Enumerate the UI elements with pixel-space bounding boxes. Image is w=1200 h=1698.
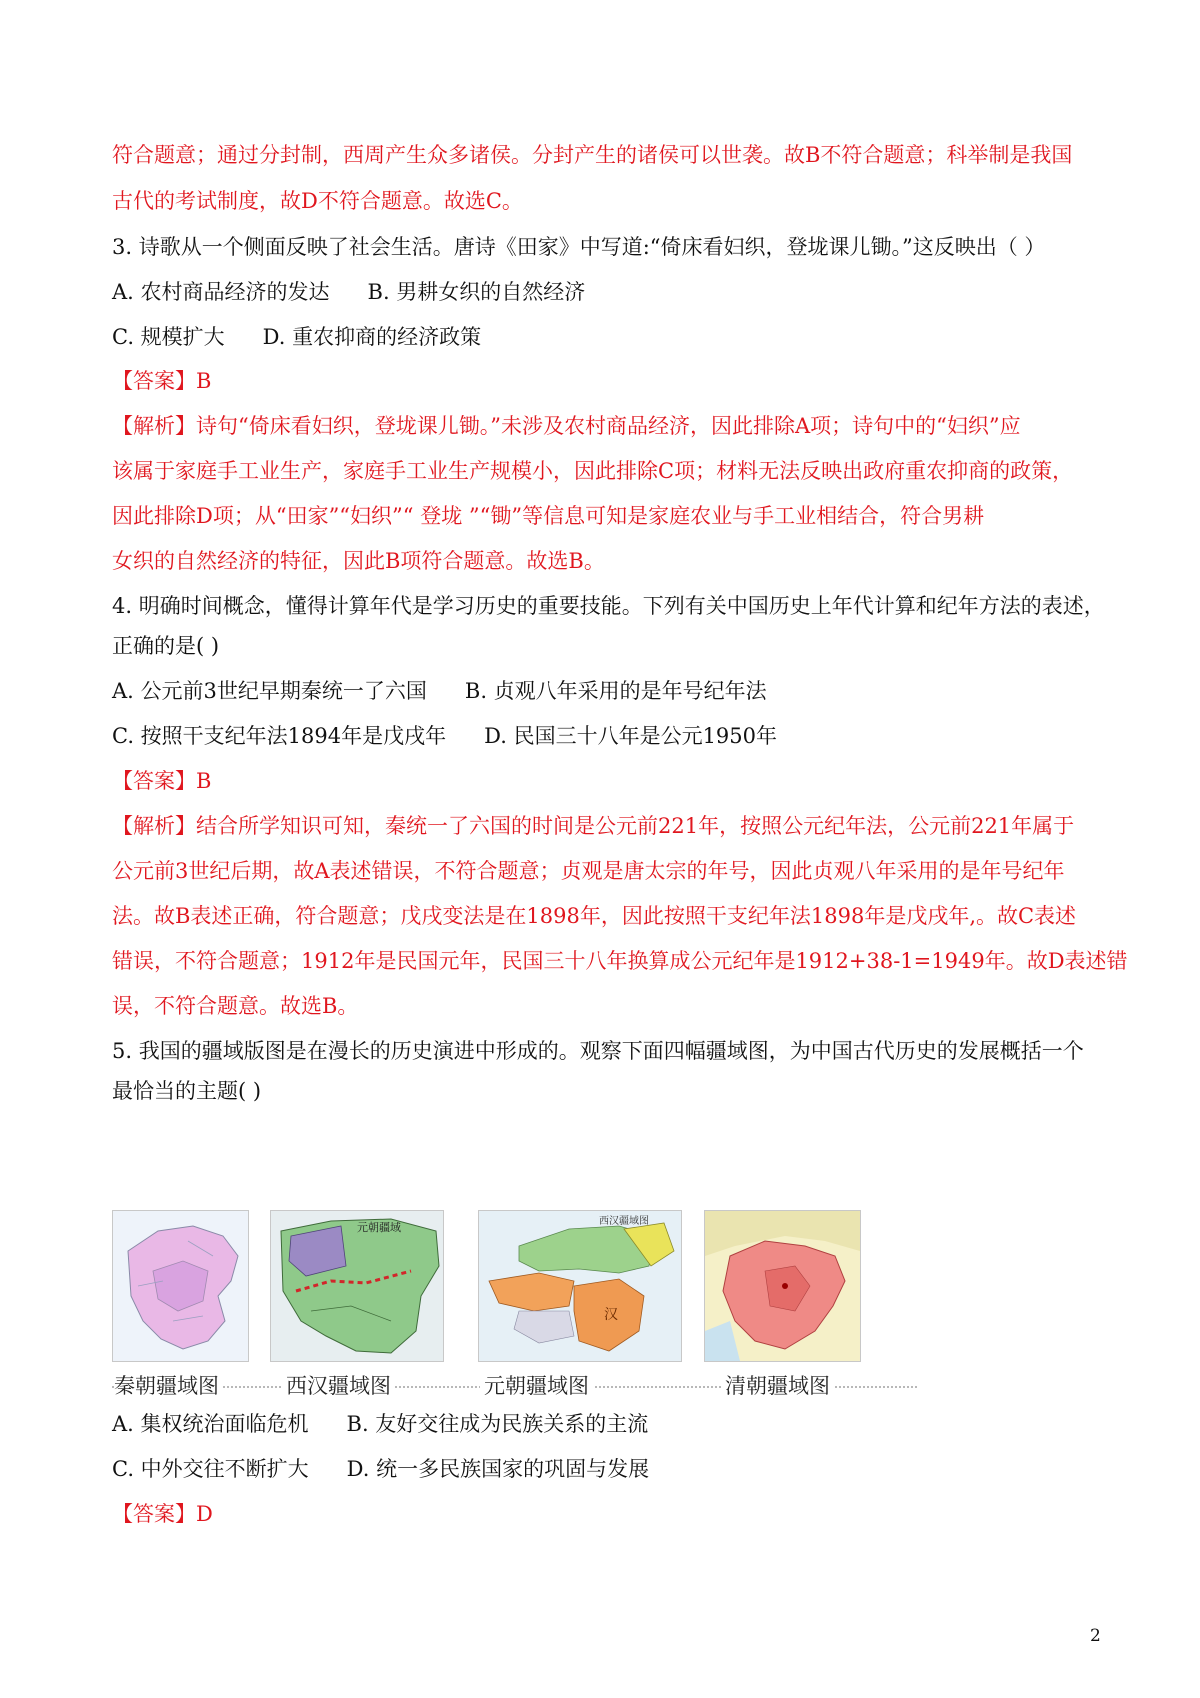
q5-stem-line-1: 5. 我国的疆域版图是在漫长的历史演进中形成的。观察下面四幅疆域图，为中国古代历史的发展概括一个: [112, 1039, 1084, 1063]
territory-maps-figure: [112, 1210, 917, 1400]
answer-tag: 【答案】: [112, 769, 196, 793]
q4-options-row-1: [112, 676, 1102, 706]
q3-option-a: A. 农村商品经济的发达: [112, 280, 330, 304]
q4-analysis-line-5: 误，不符合题意。故选B。: [112, 994, 359, 1018]
q5-option-d: D. 统一多民族国家的巩固与发展: [346, 1457, 650, 1481]
map-3: [478, 1210, 682, 1362]
q3-option-c: C. 规模扩大: [112, 325, 225, 349]
q5-option-c: C. 中外交往不断扩大: [112, 1457, 309, 1481]
map-2-image: [271, 1211, 443, 1361]
map-4: [704, 1210, 861, 1362]
map-1: [112, 1210, 249, 1362]
answer-value: B: [196, 369, 212, 393]
q4-analysis-line-1: [112, 811, 1102, 841]
q4-stem-line-1: 4. 明确时间概念，懂得计算年代是学习历史的重要技能。下列有关中国历史上年代计算和纪年方法的表述，: [112, 594, 1105, 618]
q4-analysis-line-2: 公元前3世纪后期，故A表述错误，不符合题意；贞观是唐太宗的年号，因此贞观八年采用的是年号纪年: [112, 859, 1065, 883]
q5-options-row-2: [112, 1454, 1102, 1484]
analysis-text: 结合所学知识可知，秦统一了六国的时间是公元前221年，按照公元纪年法，公元前221年属于: [196, 814, 1075, 838]
q3-analysis-line-1: [112, 411, 1102, 441]
q5-stem-line-2: 最恰当的主题( ): [112, 1079, 262, 1103]
q4-answer: [112, 766, 1102, 796]
q4-option-c: C. 按照干支纪年法1894年是戊戌年: [112, 724, 447, 748]
answer-value: D: [196, 1502, 213, 1526]
analysis-tag: 【解析】: [112, 414, 196, 438]
analysis-continued-line-1: 符合题意；通过分封制，西周产生众多诸侯。分封产生的诸侯可以世袭。故B不符合题意；科举制是我国: [112, 143, 1073, 167]
q5-options-row-1: [112, 1409, 1102, 1439]
map-2: [270, 1210, 444, 1362]
analysis-text: 诗句“倚床看妇织，登垅课儿锄。”未涉及农村商品经济，因此排除A项；诗句中的“妇织”应: [196, 414, 1021, 438]
map-4-caption: 清朝疆域图: [721, 1370, 834, 1400]
analysis-continued-line-2: 古代的考试制度，故D不符合题意。故选C。: [112, 189, 523, 213]
map-3-han-label: 汉: [604, 1307, 618, 1323]
q4-option-a: A. 公元前3世纪早期秦统一了六国: [112, 679, 427, 703]
map-3-caption: 元朝疆域图: [480, 1370, 593, 1400]
analysis-tag: 【解析】: [112, 814, 196, 838]
q3-analysis-line-2: 该属于家庭手工业生产，家庭手工业生产规模小，因此排除C项；材料无法反映出政府重农抑商的政策，: [112, 459, 1074, 483]
map-2-title: 元朝疆域: [357, 1221, 401, 1234]
q3-answer: [112, 366, 1102, 396]
q5-option-b: B. 友好交往成为民族关系的主流: [346, 1412, 649, 1436]
map-3-title: 西汉疆域图: [599, 1216, 649, 1227]
q4-analysis-line-4: 错误，不符合题意；1912年是民国元年，民国三十八年换算成公元纪年是1912+38-1=1949年。故D表述错: [112, 949, 1128, 973]
q4-options-row-2: [112, 721, 1102, 751]
q3-options-row-1: [112, 277, 1102, 307]
q4-stem-line-2: 正确的是( ): [112, 634, 220, 658]
map-3-image: [479, 1211, 681, 1361]
q5-answer: [112, 1499, 1102, 1529]
q4-analysis-line-3: 法。故B表述正确，符合题意；戊戌变法是在1898年，因此按照干支纪年法1898年是戊戌年,。故C表述: [112, 904, 1077, 928]
q4-option-b: B. 贞观八年采用的是年号纪年法: [464, 679, 767, 703]
answer-tag: 【答案】: [112, 369, 196, 393]
map-4-image: [705, 1211, 860, 1361]
map-1-image: [113, 1211, 248, 1361]
q3-analysis-line-4: 女织的自然经济的特征，因此B项符合题意。故选B。: [112, 549, 605, 573]
map-1-caption: 秦朝疆域图: [114, 1370, 223, 1400]
q3-option-d: D. 重农抑商的经济政策: [262, 325, 482, 349]
q5-option-a: A. 集权统治面临危机: [112, 1412, 309, 1436]
q3-analysis-line-3: 因此排除D项；从“田家”“妇织”“ 登垅 ”“锄”等信息可知是家庭农业与手工业相结合，符合男耕: [112, 504, 985, 528]
q4-option-d: D. 民国三十八年是公元1950年: [484, 724, 778, 748]
page-number: 2: [1090, 1626, 1101, 1646]
answer-value: B: [196, 769, 212, 793]
q3-stem: 3. 诗歌从一个侧面反映了社会生活。唐诗《田家》中写道:“倚床看妇织，登垅课儿锄。”这反映出（ ）: [112, 235, 1046, 259]
map-2-caption: 西汉疆域图: [282, 1370, 395, 1400]
q3-option-b: B. 男耕女织的自然经济: [367, 280, 586, 304]
q3-options-row-2: [112, 322, 1102, 352]
answer-tag: 【答案】: [112, 1502, 196, 1526]
